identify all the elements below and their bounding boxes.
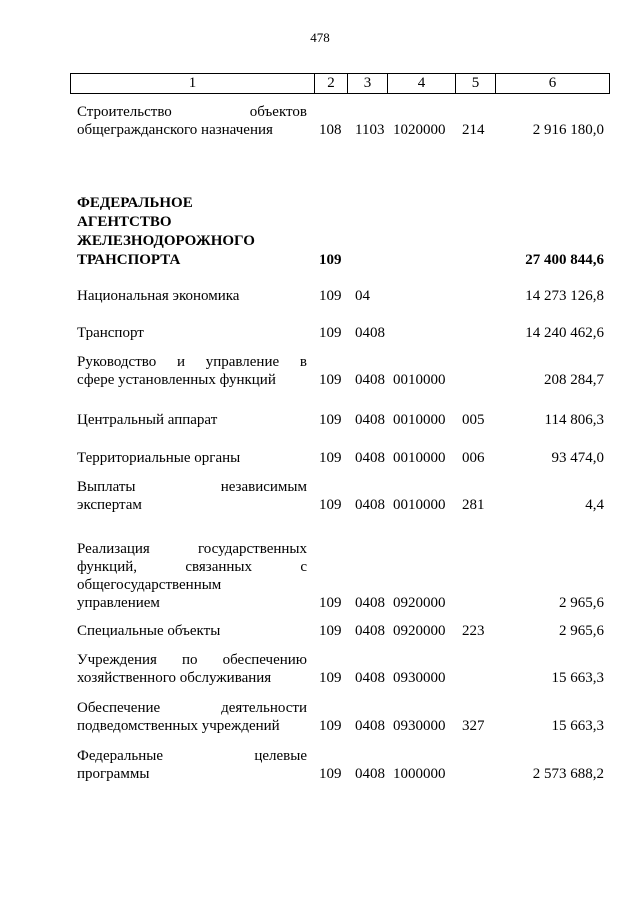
header-col-2: 2 <box>315 74 348 93</box>
row-c6-value: 114 806,3 <box>544 412 604 428</box>
row-name <box>77 411 307 429</box>
row-name-word: подведомственных учреждений <box>77 718 280 734</box>
row-name-word: общегражданского назначения <box>77 122 273 138</box>
row-c2-value: 109 <box>319 497 342 513</box>
row-c3-value: 1103 <box>355 122 385 138</box>
row-c3-value: 0408 <box>355 372 385 388</box>
row-c4-value: 1000000 <box>393 766 446 782</box>
row-c2-value: 109 <box>319 412 342 428</box>
row-name-word: ФЕДЕРАЛЬНОЕ <box>77 195 193 211</box>
row-name <box>77 103 307 139</box>
row-name-line <box>77 353 307 371</box>
row-name-line <box>77 576 307 594</box>
row-name-line <box>77 558 307 576</box>
row-c3-value: 0408 <box>355 497 385 513</box>
row-c6-value: 15 663,3 <box>551 670 604 686</box>
header-col-4: 4 <box>388 74 456 93</box>
row-name-line <box>77 194 307 213</box>
row-name-line <box>77 371 307 389</box>
row-c2-value: 109 <box>319 766 342 782</box>
row-name-word: в <box>299 354 307 370</box>
row-c3-value: 0408 <box>355 450 385 466</box>
row-c6-value: 14 273 126,8 <box>525 288 604 304</box>
row-c5-value: 005 <box>462 412 485 428</box>
row-name-word: Транспорт <box>77 325 144 341</box>
row-c3-value: 0408 <box>355 325 385 341</box>
row-name <box>77 622 307 640</box>
row-c2-value: 109 <box>319 372 342 388</box>
row-c4-value: 0010000 <box>393 412 446 428</box>
row-name-word: Обеспечение <box>77 700 161 716</box>
row-name-line <box>77 747 307 765</box>
header-col-6: 6 <box>548 75 557 91</box>
row-name <box>77 324 307 342</box>
row-c3-value: 04 <box>355 288 370 304</box>
row-name-line <box>77 449 307 467</box>
row-c6-value: 2 573 688,2 <box>532 766 604 782</box>
row-name-word: функций, <box>77 559 137 575</box>
row-name-word: связанных <box>185 559 252 575</box>
row-c3-value: 0408 <box>355 718 385 734</box>
row-c2-value: 109 <box>319 595 342 611</box>
row-c6-value: 4,4 <box>585 497 604 513</box>
row-name <box>77 194 307 270</box>
row-name-line <box>77 717 307 735</box>
row-name-word: обеспечению <box>222 652 307 668</box>
row-name-line <box>77 232 307 251</box>
row-name-line <box>77 651 307 669</box>
row-c5-value: 214 <box>462 122 485 138</box>
row-c2-value: 108 <box>319 122 342 138</box>
row-c3-value: 0408 <box>355 766 385 782</box>
row-c2-value: 109 <box>319 288 342 304</box>
row-name <box>77 699 307 735</box>
row-c4-value: 0010000 <box>393 372 446 388</box>
header-col-5: 5 <box>456 74 496 93</box>
row-name-word: Центральный аппарат <box>77 412 218 428</box>
row-c4-value: 0010000 <box>393 497 446 513</box>
row-name-word: деятельности <box>221 700 307 716</box>
row-name-line <box>77 103 307 121</box>
row-name-word: Строительство <box>77 104 172 120</box>
row-name-line <box>77 287 307 305</box>
row-name-line <box>77 540 307 558</box>
row-name-word: экспертам <box>77 497 142 513</box>
row-c4-value: 0930000 <box>393 670 446 686</box>
row-name-line <box>77 594 307 612</box>
row-name-word: сфере установленных функций <box>77 372 276 388</box>
row-name <box>77 287 307 305</box>
row-name-word: АГЕНТСТВО <box>77 214 172 230</box>
row-name-word: целевые <box>254 748 307 764</box>
row-c5-value: 281 <box>462 497 485 513</box>
row-name-word: объектов <box>249 104 307 120</box>
row-name-line <box>77 496 307 514</box>
row-name-line <box>77 213 307 232</box>
row-c3-value: 0408 <box>355 623 385 639</box>
row-name <box>77 478 307 514</box>
row-name-line <box>77 699 307 717</box>
row-name-word: Национальная экономика <box>77 288 240 304</box>
row-name-word: Территориальные органы <box>77 450 241 466</box>
row-name-word: Реализация <box>77 541 150 557</box>
row-name-word: ТРАНСПОРТА <box>77 252 181 268</box>
row-c4-value: 0010000 <box>393 450 446 466</box>
row-c6-value: 93 474,0 <box>551 450 604 466</box>
row-c6-value: 2 965,6 <box>559 623 604 639</box>
row-c2-value: 109 <box>319 718 342 734</box>
row-c6-value: 14 240 462,6 <box>525 325 604 341</box>
row-name-line <box>77 669 307 687</box>
row-c5-value: 327 <box>462 718 485 734</box>
row-name-line <box>77 324 307 342</box>
row-name-word: государственных <box>198 541 307 557</box>
header-col-1: 1 <box>71 74 315 93</box>
row-name-word: управлением <box>77 595 160 611</box>
row-name-word: с <box>300 559 307 575</box>
row-c2-value: 109 <box>319 623 342 639</box>
row-c6-value: 15 663,3 <box>551 718 604 734</box>
page-number: 478 <box>310 30 330 45</box>
row-c6-value: 27 400 844,6 <box>525 252 604 268</box>
row-name-line <box>77 765 307 783</box>
row-c5-value: 223 <box>462 623 485 639</box>
row-name-word: Руководство <box>77 354 157 370</box>
row-name-word: Учреждения <box>77 652 157 668</box>
row-name-word: Федеральные <box>77 748 163 764</box>
row-name-word: и <box>176 354 185 370</box>
row-name-word: Специальные объекты <box>77 623 221 639</box>
row-c2-value: 109 <box>319 252 342 268</box>
row-c6-value: 2 965,6 <box>559 595 604 611</box>
row-name-word: программы <box>77 766 150 782</box>
row-c2-value: 109 <box>319 325 342 341</box>
row-name-line <box>77 251 307 270</box>
row-c2-value: 109 <box>319 450 342 466</box>
row-c3-value: 0408 <box>355 595 385 611</box>
row-name-line <box>77 478 307 496</box>
row-name-word: Выплаты <box>77 479 136 495</box>
row-c6-value: 208 284,7 <box>544 372 604 388</box>
row-name-word: управление <box>205 354 280 370</box>
row-name-word: по <box>182 652 198 668</box>
row-c4-value: 0920000 <box>393 595 446 611</box>
row-name-word: хозяйственного обслуживания <box>77 670 272 686</box>
row-name <box>77 747 307 783</box>
row-c2-value: 109 <box>319 670 342 686</box>
row-name-line <box>77 411 307 429</box>
row-c4-value: 0920000 <box>393 623 446 639</box>
row-name <box>77 540 307 612</box>
header-col-3: 3 <box>348 74 388 93</box>
row-name-word: ЖЕЛЕЗНОДОРОЖНОГО <box>77 233 255 249</box>
table-header <box>70 73 610 94</box>
row-name <box>77 353 307 389</box>
row-name <box>77 651 307 687</box>
row-c3-value: 0408 <box>355 412 385 428</box>
row-c5-value: 006 <box>462 450 485 466</box>
row-c4-value: 0930000 <box>393 718 446 734</box>
row-name-word: общегосударственным <box>77 577 222 593</box>
row-name-line <box>77 622 307 640</box>
row-name-word: независимым <box>220 479 307 495</box>
row-name-line <box>77 121 307 139</box>
row-c4-value: 1020000 <box>393 122 446 138</box>
row-name <box>77 449 307 467</box>
row-c3-value: 0408 <box>355 670 385 686</box>
row-c6-value: 2 916 180,0 <box>532 122 604 138</box>
